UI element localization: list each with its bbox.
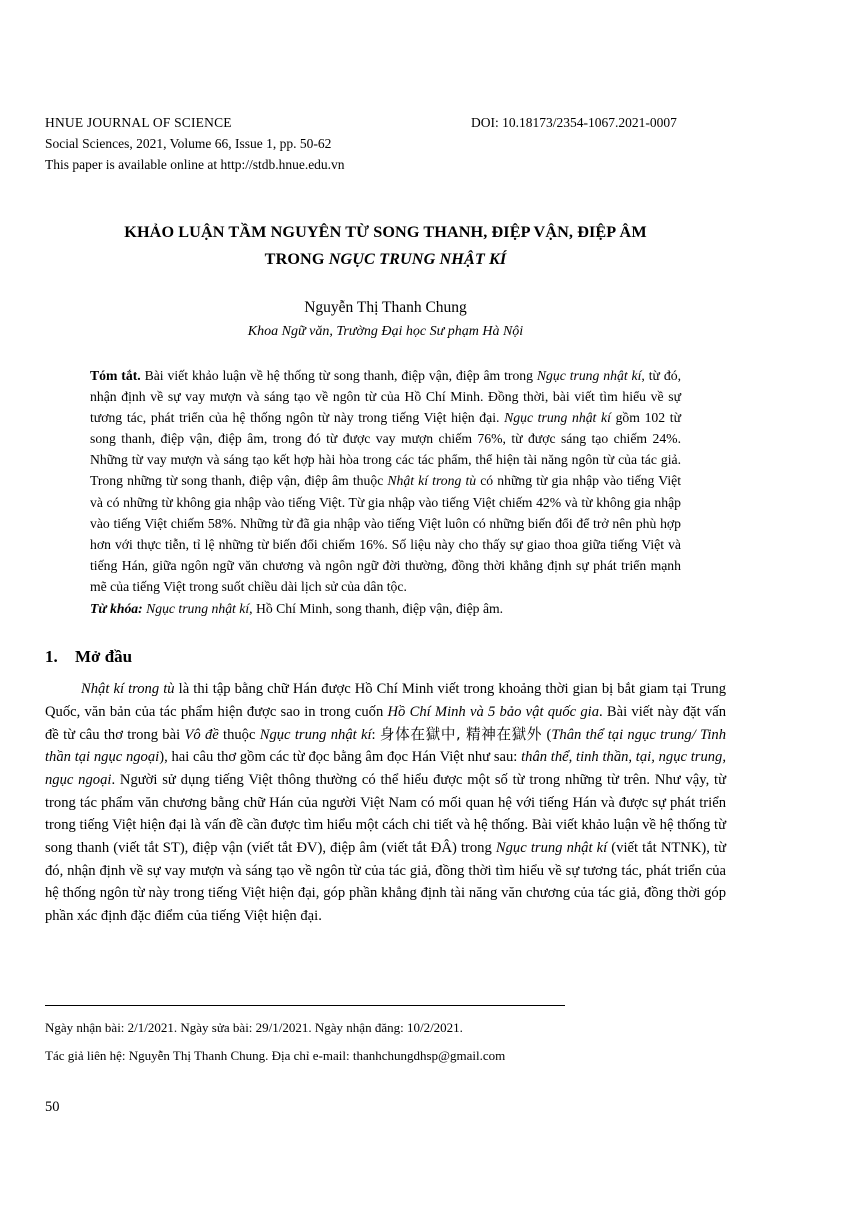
journal-doi: DOI: 10.18173/2354-1067.2021-0007 [471, 115, 677, 130]
body-sinovietnamese-gloss: Thân thể tại ngục trung/ Tinh thần tại ngục ngoại [45, 726, 727, 766]
journal-availability-line: This paper is available online at http://stdb.hnue.edu.vn [45, 157, 345, 172]
title-line-2 [45, 246, 726, 273]
body-work-4: Ngục trung nhật kí [259, 726, 372, 743]
title-line-2-prefix: TRONG [264, 250, 329, 268]
journal-issue-line: Social Sciences, 2021, Volume 66, Issue 1, pp. 50-62 [45, 136, 332, 151]
body-work-1: Nhật kí trong tù [81, 681, 175, 698]
body-text-2: . Bài viết này đặt vấn đề từ câu thơ trong bài [45, 703, 726, 743]
body-text-5: ( [542, 726, 552, 743]
abstract-text-4: có những từ gia nhập vào tiếng Việt và có những từ không gia nhập vào tiếng Việt. Từ gia nhập vào tiếng Việt chiếm 42% và từ không gia nhập vào tiếng Việt chiếm 58%. Những từ đã gia nhập vào tiếng Việt luôn có những biến đổi để trở nên phù hợp hơn với thực tiễn, tỉ lệ những từ biến đổi chiếm 16%. Số liệu này cho thấy sự giao thoa giữa tiếng Việt và tiếng Hán, giữa ngôn ngữ văn chương và ngôn ngữ đời thường, đồng thời khẳng định sự phát triển mạnh mẽ của tiếng Việt trong suốt chiều dài lịch sử của dân tộc. [90, 473, 682, 594]
abstract-paragraph [90, 365, 681, 597]
journal-header-row-1 [45, 112, 726, 133]
footnote-dates: Ngày nhận bài: 2/1/2021. Ngày sửa bài: 29/1/2021. Ngày nhận đăng: 10/2/2021. [45, 1020, 463, 1035]
author-name: Nguyễn Thị Thanh Chung [304, 299, 467, 316]
body-work-5: Ngục trung nhật kí [495, 840, 608, 857]
abstract-label: Tóm tắt. [90, 368, 141, 383]
body-text-4: : [371, 726, 380, 743]
abstract-text-1: Bài viết khảo luận về hệ thống từ song thanh, điệp vận, điệp âm trong [140, 368, 537, 383]
journal-name: HNUE JOURNAL OF SCIENCE [45, 115, 232, 130]
author-affiliation: Khoa Ngữ văn, Trường Đại học Sư phạm Hà Nội [247, 324, 524, 339]
abstract-work-2: Ngục trung nhật kí [504, 410, 611, 426]
body-paragraph-1 [45, 678, 726, 928]
abstract-work-3: Nhật kí trong tù [387, 473, 477, 489]
body-han-quotation: 身体在獄中, 精神在獄外 [379, 725, 543, 743]
keywords-work: Ngục trung nhật kí [142, 601, 250, 617]
section-number: 1. [45, 647, 58, 667]
section-title: Mở đầu [75, 647, 133, 667]
page-number: 50 [45, 1099, 60, 1115]
page-content [45, 0, 726, 928]
footnote-contact: Tác giả liên hệ: Nguyễn Thị Thanh Chung. Địa chỉ e-mail: thanhchungdhsp@gmail.com [45, 1048, 506, 1063]
footnote-block [45, 1014, 725, 1070]
section-heading-1 [45, 645, 726, 669]
body-text-1: là thi tập bằng chữ Hán được Hồ Chí Minh viết trong khoảng thời gian bị bắt giam tại Trung Quốc, văn bản của tác phẩm hiện được sao in trong cuốn [45, 681, 726, 720]
title-line-1: KHẢO LUẬN TẦM NGUYÊN TỪ SONG THANH, ĐIỆP VẬN, ĐIỆP ÂM [124, 223, 647, 241]
body-text-7: . Người sử dụng tiếng Việt thông thường có thể hiểu được một số từ trong những từ trên. Như vậy, từ trong tác phẩm văn chương bằng chữ Hán của người Việt Nam có mối quan hệ với tiếng Hán và được sự phát triển trong tiếng Việt hiện đại là vấn đề cần được tìm hiểu một cách chi tiết và hệ thống. Bài viết khảo luận về hệ thống từ song thanh (viết tắt ST), điệp vận (viết tắt ĐV), điệp âm (viết tắt ĐÂ) trong [45, 771, 727, 857]
abstract-text-3: gồm 102 từ song thanh, điệp vận, điệp âm, trong đó từ được vay mượn chiếm 76%, từ được sáng tạo chiếm 24%. Những từ vay mượn và sáng tạo kết hợp hài hòa trong các tác phẩm, thể hiện tài năng ngôn từ của tác giả. Trong những từ song thanh, điệp vận, điệp âm thuộc [90, 410, 681, 489]
keywords-rest: , Hồ Chí Minh, song thanh, điệp vận, điệp âm. [249, 601, 504, 617]
keywords-label: Từ khóa: [90, 601, 143, 617]
journal-header [45, 112, 726, 175]
body-work-2: Hồ Chí Minh và 5 bảo vật quốc gia [387, 703, 599, 720]
body-text-3: thuộc [218, 726, 260, 743]
abstract-text-2: , từ đó, nhận định về sự vay mượn và sáng tạo về ngôn từ của Hồ Chí Minh. Đồng thời, bài viết tìm hiểu về sự tương tác, phát triển của hệ thống ngôn từ này trong tiếng Việt hiện đại. [90, 368, 682, 426]
page-title [45, 219, 726, 273]
author-block [45, 296, 726, 343]
title-line-2-work: NGỤC TRUNG NHẬT KÍ [328, 250, 507, 268]
footnote-divider [45, 1005, 565, 1006]
body-word-list: thân thể, tinh thần, tại, ngục trung, ngục ngoại [45, 749, 726, 788]
body-text-6: ), hai câu thơ gồm các từ đọc bằng âm đọc Hán Việt như sau: [159, 749, 522, 766]
body-text-8: (viết tắt NTNK), từ đó, nhận định về sự vay mượn và sáng tạo về ngôn từ của tác giả, đồng thời tìm hiểu về sự tương tác, phát triển của hệ thống ngôn từ này trong tiếng Việt hiện đại, góp phần khẳng định tài năng văn chương của tác giả, đồng thời góp phần xác định đặc điểm của tiếng Việt hiện đại. [45, 840, 726, 925]
keywords-line [90, 598, 681, 619]
body-work-3: Vô đề [184, 726, 219, 743]
abstract-work-1: Ngục trung nhật kí [536, 368, 642, 383]
